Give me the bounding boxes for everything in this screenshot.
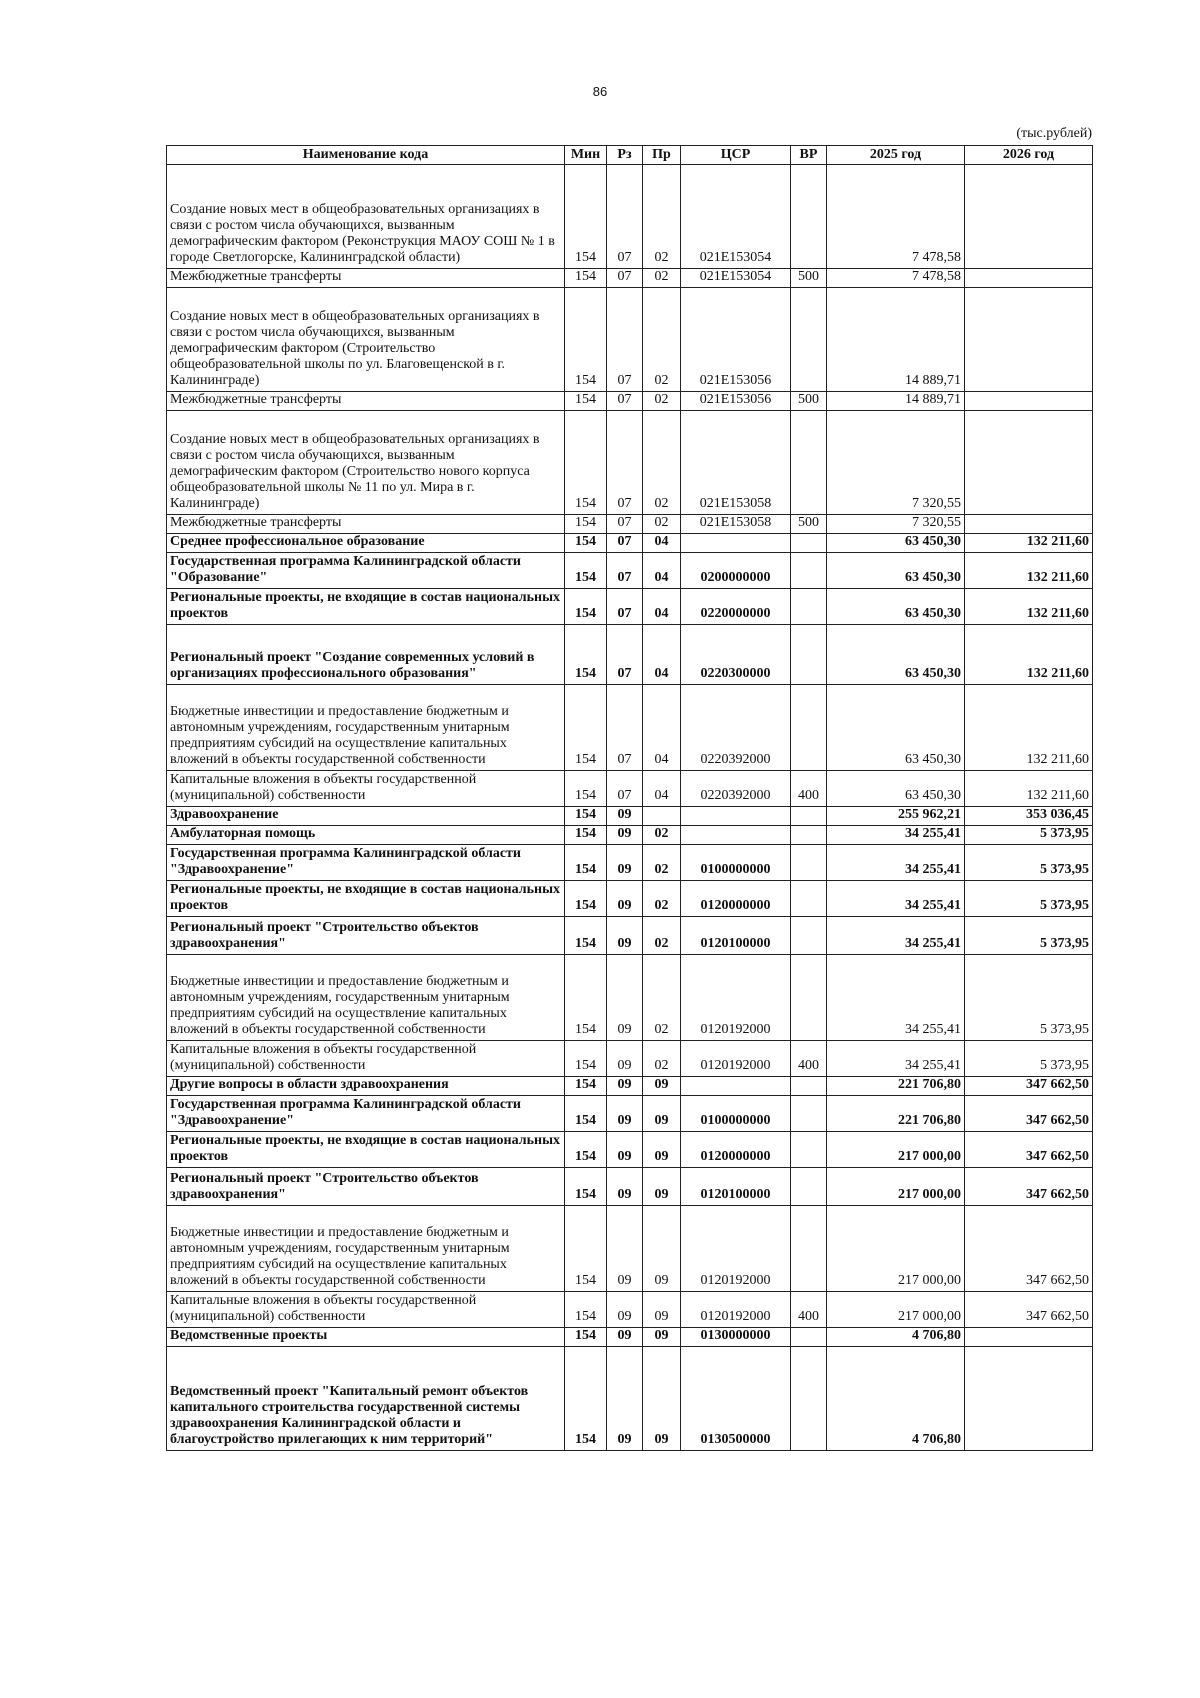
cell-name: Амбулаторная помощь (167, 826, 565, 845)
cell-min: 154 (565, 1168, 607, 1206)
header-vr: ВР (791, 146, 827, 165)
cell-csr: 0200000000 (681, 553, 791, 589)
cell-pr: 09 (643, 1132, 681, 1168)
cell-vr (791, 1328, 827, 1347)
table-row (167, 1292, 1093, 1328)
cell-min: 154 (565, 534, 607, 553)
cell-csr: 0220300000 (681, 625, 791, 685)
cell-pr: 09 (643, 1292, 681, 1328)
header-rz: Рз (607, 146, 643, 165)
cell-min: 154 (565, 1132, 607, 1168)
cell-2026: 5 373,95 (965, 845, 1093, 881)
cell-2026: 5 373,95 (965, 1041, 1093, 1077)
cell-pr: 04 (643, 553, 681, 589)
cell-pr: 04 (643, 771, 681, 807)
cell-name: Другие вопросы в области здравоохранения (167, 1077, 565, 1096)
cell-min: 154 (565, 269, 607, 288)
cell-name: Ведомственные проекты (167, 1328, 565, 1347)
cell-name: Бюджетные инвестиции и предоставление бюджетным и автономным учреждениям, государственным унитарным предприятиям субсидий на осуществление капитальных вложений в объекты государственной собственности (167, 685, 565, 771)
cell-2025: 4 706,80 (827, 1328, 965, 1347)
table-body (167, 165, 1093, 1451)
cell-2026: 347 662,50 (965, 1168, 1093, 1206)
cell-pr: 02 (643, 955, 681, 1041)
cell-min: 154 (565, 1206, 607, 1292)
cell-2026: 132 211,60 (965, 534, 1093, 553)
cell-csr: 0220392000 (681, 771, 791, 807)
cell-2025: 63 450,30 (827, 685, 965, 771)
cell-rz: 09 (607, 1292, 643, 1328)
table-header-row (167, 146, 1093, 165)
cell-name: Создание новых мест в общеобразовательных организациях в связи с ростом числа обучающихся, вызванным демографическим фактором (Реконструкция МАОУ СОШ № 1 в городе Светлогорске, Калининградской области) (167, 165, 565, 269)
units-label: (тыс.рублей) (1016, 126, 1092, 141)
cell-rz: 07 (607, 534, 643, 553)
cell-name: Капитальные вложения в объекты государственной (муниципальной) собственности (167, 1041, 565, 1077)
header-2026: 2026 год (965, 146, 1093, 165)
cell-2026: 353 036,45 (965, 807, 1093, 826)
cell-csr: 0120000000 (681, 1132, 791, 1168)
cell-name: Межбюджетные трансферты (167, 515, 565, 534)
cell-2026 (965, 392, 1093, 411)
cell-min: 154 (565, 165, 607, 269)
cell-2025: 34 255,41 (827, 826, 965, 845)
cell-min: 154 (565, 826, 607, 845)
cell-name: Создание новых мест в общеобразовательных организациях в связи с ростом числа обучающихся, вызванным демографическим фактором (Строительство общеобразовательной школы по ул. Благовещенской в г. Калининграде) (167, 288, 565, 392)
cell-name: Здравоохранение (167, 807, 565, 826)
cell-rz: 07 (607, 685, 643, 771)
cell-vr (791, 955, 827, 1041)
cell-min: 154 (565, 392, 607, 411)
cell-pr: 02 (643, 881, 681, 917)
cell-vr (791, 845, 827, 881)
cell-vr (791, 1132, 827, 1168)
cell-2025: 217 000,00 (827, 1132, 965, 1168)
cell-2025: 63 450,30 (827, 771, 965, 807)
cell-csr: 0100000000 (681, 845, 791, 881)
cell-2025: 34 255,41 (827, 881, 965, 917)
table-row (167, 1077, 1093, 1096)
cell-vr: 400 (791, 1292, 827, 1328)
cell-min: 154 (565, 1077, 607, 1096)
cell-2025: 63 450,30 (827, 589, 965, 625)
cell-2026 (965, 515, 1093, 534)
cell-pr: 04 (643, 589, 681, 625)
cell-csr (681, 534, 791, 553)
cell-min: 154 (565, 917, 607, 955)
cell-rz: 07 (607, 515, 643, 534)
cell-min: 154 (565, 515, 607, 534)
table-row (167, 392, 1093, 411)
cell-csr: 0120100000 (681, 917, 791, 955)
cell-2025: 255 962,21 (827, 807, 965, 826)
cell-2026 (965, 1347, 1093, 1451)
cell-vr (791, 826, 827, 845)
cell-min: 154 (565, 1096, 607, 1132)
cell-vr (791, 1077, 827, 1096)
cell-csr: 0130000000 (681, 1328, 791, 1347)
cell-csr: 021Е153058 (681, 515, 791, 534)
cell-2026: 132 211,60 (965, 771, 1093, 807)
cell-rz: 09 (607, 826, 643, 845)
cell-2026 (965, 288, 1093, 392)
cell-csr (681, 1077, 791, 1096)
cell-min: 154 (565, 1292, 607, 1328)
cell-rz: 09 (607, 1077, 643, 1096)
cell-2026 (965, 165, 1093, 269)
cell-2026: 5 373,95 (965, 826, 1093, 845)
cell-2026: 5 373,95 (965, 881, 1093, 917)
cell-pr: 02 (643, 411, 681, 515)
header-csr: ЦСР (681, 146, 791, 165)
cell-min: 154 (565, 553, 607, 589)
table-row (167, 1132, 1093, 1168)
table-row (167, 288, 1093, 392)
cell-pr: 02 (643, 826, 681, 845)
cell-rz: 09 (607, 1347, 643, 1451)
budget-table (166, 145, 1093, 1451)
cell-2025: 34 255,41 (827, 1041, 965, 1077)
cell-vr (791, 881, 827, 917)
cell-pr: 02 (643, 515, 681, 534)
cell-min: 154 (565, 1041, 607, 1077)
table-row (167, 534, 1093, 553)
cell-min: 154 (565, 411, 607, 515)
header-name: Наименование кода (167, 146, 565, 165)
cell-pr: 02 (643, 1041, 681, 1077)
cell-name: Региональный проект "Строительство объектов здравоохранения" (167, 917, 565, 955)
cell-vr: 500 (791, 392, 827, 411)
cell-min: 154 (565, 807, 607, 826)
cell-csr: 0120192000 (681, 955, 791, 1041)
cell-rz: 09 (607, 955, 643, 1041)
cell-rz: 09 (607, 1041, 643, 1077)
cell-name: Региональные проекты, не входящие в состав национальных проектов (167, 1132, 565, 1168)
cell-2025: 217 000,00 (827, 1292, 965, 1328)
cell-csr: 0220392000 (681, 685, 791, 771)
cell-rz: 07 (607, 288, 643, 392)
cell-pr: 04 (643, 685, 681, 771)
cell-vr (791, 288, 827, 392)
cell-2026: 347 662,50 (965, 1292, 1093, 1328)
cell-2025: 34 255,41 (827, 845, 965, 881)
cell-name: Государственная программа Калининградской области "Здравоохранение" (167, 1096, 565, 1132)
cell-csr: 0120192000 (681, 1041, 791, 1077)
cell-min: 154 (565, 845, 607, 881)
table-row (167, 881, 1093, 917)
cell-pr: 02 (643, 845, 681, 881)
cell-csr (681, 826, 791, 845)
cell-2026: 347 662,50 (965, 1077, 1093, 1096)
cell-2025: 63 450,30 (827, 625, 965, 685)
cell-2026: 347 662,50 (965, 1132, 1093, 1168)
cell-2025: 63 450,30 (827, 553, 965, 589)
cell-rz: 09 (607, 1206, 643, 1292)
cell-pr: 09 (643, 1206, 681, 1292)
cell-name: Межбюджетные трансферты (167, 269, 565, 288)
cell-vr (791, 1096, 827, 1132)
cell-pr: 02 (643, 392, 681, 411)
cell-vr (791, 917, 827, 955)
cell-rz: 09 (607, 845, 643, 881)
cell-rz: 07 (607, 771, 643, 807)
cell-vr (791, 625, 827, 685)
cell-vr: 400 (791, 771, 827, 807)
cell-2025: 34 255,41 (827, 917, 965, 955)
cell-vr: 400 (791, 1041, 827, 1077)
cell-2025: 14 889,71 (827, 288, 965, 392)
cell-2026: 132 211,60 (965, 685, 1093, 771)
cell-name: Государственная программа Калининградской области "Образование" (167, 553, 565, 589)
cell-pr: 09 (643, 1347, 681, 1451)
cell-name: Создание новых мест в общеобразовательных организациях в связи с ростом числа обучающихся, вызванным демографическим фактором (Строительство нового корпуса общеобразовательной школы № 11 по ул. Мира в г. Калининграде) (167, 411, 565, 515)
cell-2026: 132 211,60 (965, 589, 1093, 625)
cell-2025: 7 478,58 (827, 165, 965, 269)
cell-rz: 07 (607, 411, 643, 515)
cell-min: 154 (565, 955, 607, 1041)
cell-2026: 347 662,50 (965, 1096, 1093, 1132)
cell-csr: 0120100000 (681, 1168, 791, 1206)
cell-2026 (965, 411, 1093, 515)
cell-vr (791, 685, 827, 771)
table-row (167, 1096, 1093, 1132)
cell-csr: 0120000000 (681, 881, 791, 917)
cell-pr: 04 (643, 625, 681, 685)
cell-2026: 347 662,50 (965, 1206, 1093, 1292)
cell-pr: 02 (643, 917, 681, 955)
cell-min: 154 (565, 685, 607, 771)
cell-name: Среднее профессиональное образование (167, 534, 565, 553)
header-min: Мин (565, 146, 607, 165)
table-row (167, 845, 1093, 881)
cell-2025: 7 320,55 (827, 411, 965, 515)
table-row (167, 515, 1093, 534)
cell-rz: 07 (607, 553, 643, 589)
cell-pr: 09 (643, 1328, 681, 1347)
cell-min: 154 (565, 881, 607, 917)
cell-2026: 132 211,60 (965, 625, 1093, 685)
cell-2025: 14 889,71 (827, 392, 965, 411)
table-row (167, 685, 1093, 771)
table-row (167, 1347, 1093, 1451)
cell-name: Региональный проект "Строительство объектов здравоохранения" (167, 1168, 565, 1206)
cell-min: 154 (565, 1328, 607, 1347)
table-row (167, 917, 1093, 955)
cell-vr (791, 534, 827, 553)
cell-2026: 132 211,60 (965, 553, 1093, 589)
cell-name: Бюджетные инвестиции и предоставление бюджетным и автономным учреждениям, государственным унитарным предприятиям субсидий на осуществление капитальных вложений в объекты государственной собственности (167, 1206, 565, 1292)
cell-csr: 0120192000 (681, 1292, 791, 1328)
cell-rz: 09 (607, 1168, 643, 1206)
cell-vr (791, 1206, 827, 1292)
table-row (167, 589, 1093, 625)
cell-csr: 0220000000 (681, 589, 791, 625)
cell-pr: 09 (643, 1096, 681, 1132)
cell-rz: 07 (607, 269, 643, 288)
cell-name: Региональные проекты, не входящие в состав национальных проектов (167, 589, 565, 625)
cell-csr: 0120192000 (681, 1206, 791, 1292)
cell-2025: 7 478,58 (827, 269, 965, 288)
cell-pr: 02 (643, 165, 681, 269)
cell-vr (791, 553, 827, 589)
cell-pr (643, 807, 681, 826)
cell-rz: 07 (607, 392, 643, 411)
cell-pr: 09 (643, 1168, 681, 1206)
cell-csr: 021Е153054 (681, 165, 791, 269)
cell-2025: 217 000,00 (827, 1168, 965, 1206)
table-row (167, 1041, 1093, 1077)
cell-name: Ведомственный проект "Капитальный ремонт объектов капитального строительства государственной системы здравоохранения Калининградской области и благоустройство прилегающих к ним территорий" (167, 1347, 565, 1451)
table-row (167, 1328, 1093, 1347)
cell-name: Бюджетные инвестиции и предоставление бюджетным и автономным учреждениям, государственным унитарным предприятиям субсидий на осуществление капитальных вложений в объекты государственной собственности (167, 955, 565, 1041)
cell-min: 154 (565, 1347, 607, 1451)
cell-vr (791, 1347, 827, 1451)
cell-rz: 07 (607, 165, 643, 269)
cell-name: Региональные проекты, не входящие в состав национальных проектов (167, 881, 565, 917)
cell-vr (791, 165, 827, 269)
table-row (167, 771, 1093, 807)
header-2025: 2025 год (827, 146, 965, 165)
table-row (167, 955, 1093, 1041)
cell-2025: 4 706,80 (827, 1347, 965, 1451)
cell-vr: 500 (791, 269, 827, 288)
cell-pr: 02 (643, 269, 681, 288)
cell-min: 154 (565, 625, 607, 685)
header-pr: Пр (643, 146, 681, 165)
table-row (167, 826, 1093, 845)
table-row (167, 269, 1093, 288)
cell-rz: 09 (607, 807, 643, 826)
cell-name: Государственная программа Калининградской области "Здравоохранение" (167, 845, 565, 881)
cell-csr: 021Е153054 (681, 269, 791, 288)
cell-vr (791, 807, 827, 826)
cell-name: Межбюджетные трансферты (167, 392, 565, 411)
cell-min: 154 (565, 771, 607, 807)
cell-2026: 5 373,95 (965, 955, 1093, 1041)
cell-csr (681, 807, 791, 826)
page-number: 86 (592, 84, 608, 99)
cell-2026 (965, 1328, 1093, 1347)
cell-vr (791, 411, 827, 515)
cell-2025: 63 450,30 (827, 534, 965, 553)
table-row (167, 625, 1093, 685)
cell-min: 154 (565, 288, 607, 392)
cell-csr: 021Е153058 (681, 411, 791, 515)
cell-pr: 02 (643, 288, 681, 392)
cell-csr: 021Е153056 (681, 288, 791, 392)
cell-2025: 217 000,00 (827, 1206, 965, 1292)
table-row (167, 411, 1093, 515)
cell-2025: 34 255,41 (827, 955, 965, 1041)
cell-name: Региональный проект "Создание современных условий в организациях профессионального образования" (167, 625, 565, 685)
cell-rz: 07 (607, 589, 643, 625)
table-row (167, 807, 1093, 826)
cell-rz: 09 (607, 1328, 643, 1347)
cell-vr (791, 1168, 827, 1206)
cell-pr: 09 (643, 1077, 681, 1096)
table-row (167, 553, 1093, 589)
cell-min: 154 (565, 589, 607, 625)
cell-csr: 0130500000 (681, 1347, 791, 1451)
table-row (167, 1168, 1093, 1206)
cell-2026 (965, 269, 1093, 288)
cell-vr (791, 589, 827, 625)
cell-rz: 09 (607, 881, 643, 917)
cell-rz: 09 (607, 1132, 643, 1168)
cell-2025: 221 706,80 (827, 1077, 965, 1096)
cell-csr: 0100000000 (681, 1096, 791, 1132)
cell-vr: 500 (791, 515, 827, 534)
cell-csr: 021Е153056 (681, 392, 791, 411)
cell-name: Капитальные вложения в объекты государственной (муниципальной) собственности (167, 771, 565, 807)
cell-rz: 07 (607, 625, 643, 685)
table-row (167, 1206, 1093, 1292)
cell-pr: 04 (643, 534, 681, 553)
cell-rz: 09 (607, 1096, 643, 1132)
cell-2025: 221 706,80 (827, 1096, 965, 1132)
table-row (167, 165, 1093, 269)
cell-2025: 7 320,55 (827, 515, 965, 534)
cell-name: Капитальные вложения в объекты государственной (муниципальной) собственности (167, 1292, 565, 1328)
cell-2026: 5 373,95 (965, 917, 1093, 955)
cell-rz: 09 (607, 917, 643, 955)
